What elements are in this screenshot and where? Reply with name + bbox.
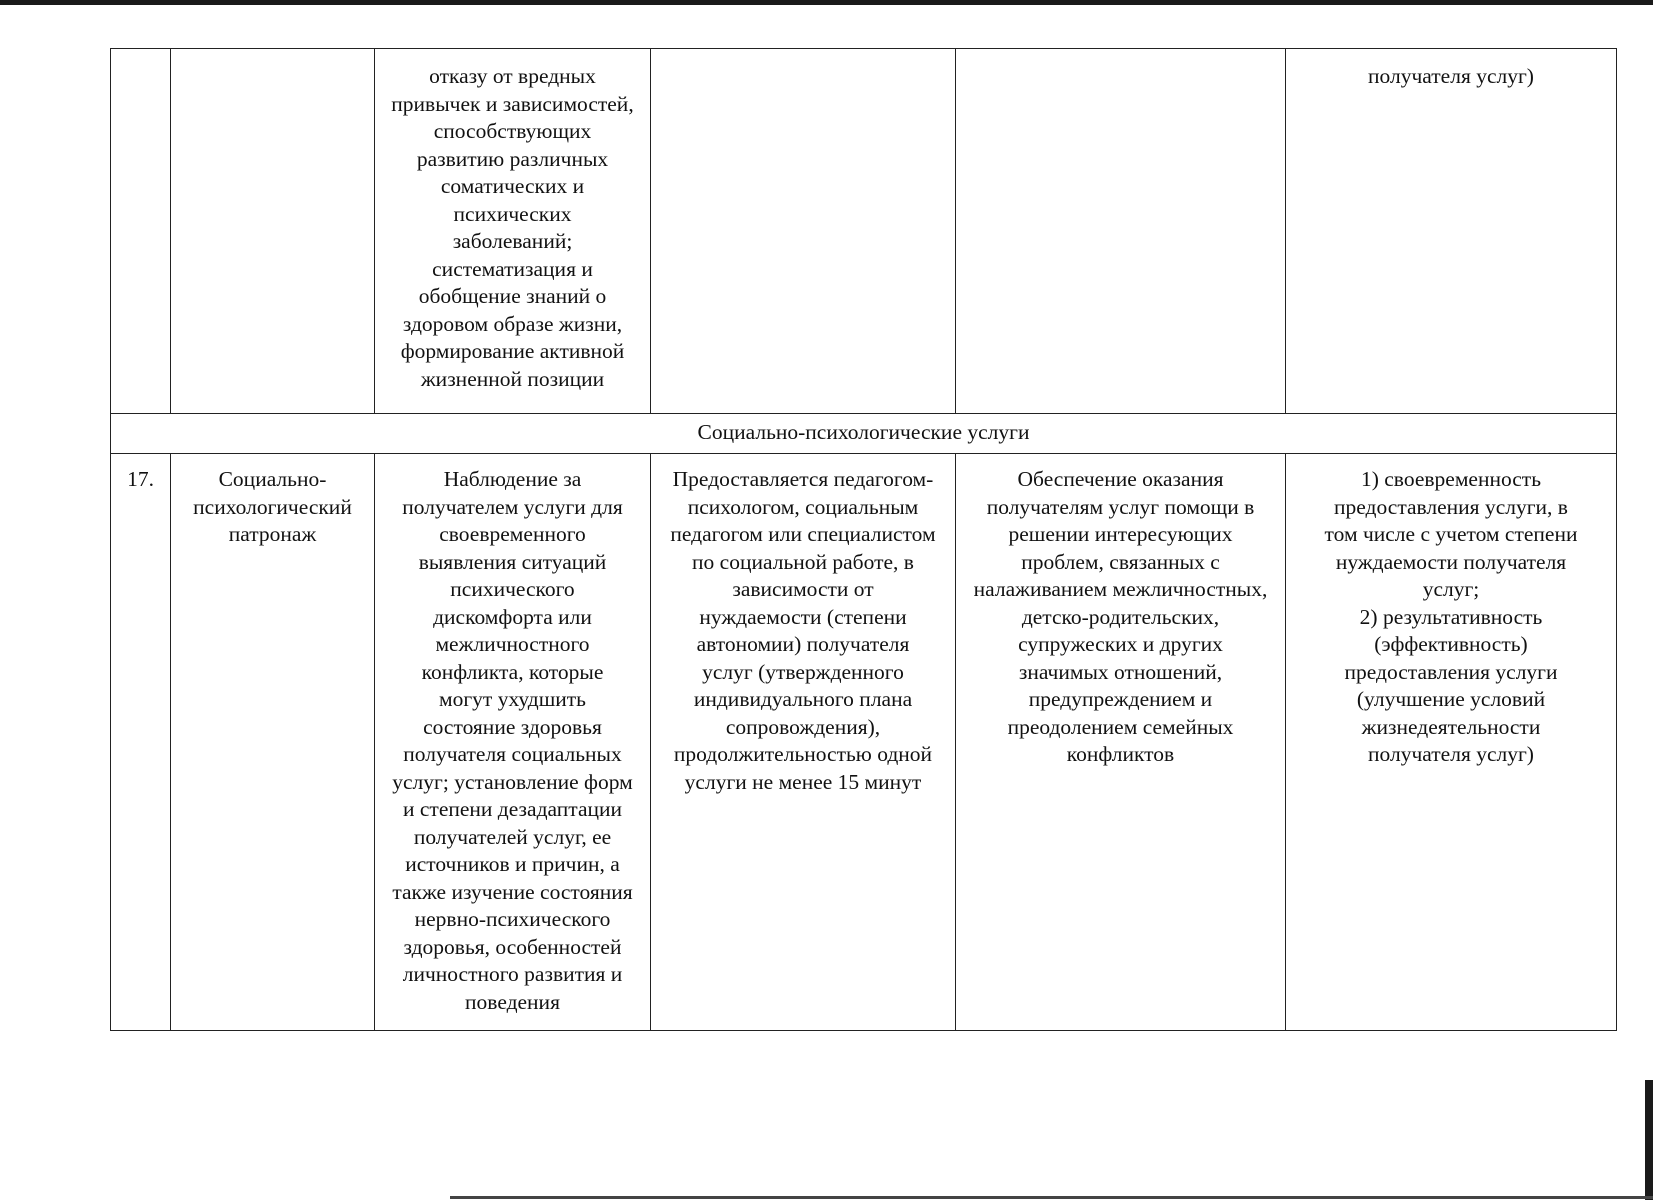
cell-service-description: Наблюдение за получателем услуги для своевременного выявления ситуаций психического дискомфорта или межличностного конфликта, которые могут ухудшить состояние здоровья получателя социальных услуг; установление форм и степени дезадаптации получателей услуг, ее источников и причин, а также изучение состояния нервно-психического здоровья, особенностей личностного развития и поведения — [375, 454, 651, 1031]
cell-service-name: Социально- психологический патронаж — [171, 454, 375, 1031]
table-row-continuation — [111, 49, 1617, 414]
cell-provision-terms: Предоставляется педагогом- психологом, социальным педагогом или специалистом по социальной работе, в зависимости от нуждаемости (степени автономии) получателя услуг (утвержденного индивидуального плана сопровождения), продолжительностью одной услуги не менее 15 минут — [651, 454, 956, 1031]
services-table — [110, 48, 1617, 1031]
cell-provision-conditions: Обеспечение оказания получателям услуг помощи в решении интересующих проблем, связанных с налаживанием межличностных, детско-родительских, супружеских и других значимых отношений, предупреждением и преодолением семейных конфликтов — [956, 454, 1286, 1031]
cell-provision-conditions — [956, 49, 1286, 414]
cell-quality-indicators: 1) своевременность предоставления услуги, в том числе с учетом степени нуждаемости получателя услуг; 2) результативность (эффективность) предоставления услуги (улучшение условий жизнедеятельности получателя услуг) — [1286, 454, 1617, 1031]
cell-service-name — [171, 49, 375, 414]
scan-top-edge — [0, 0, 1653, 5]
cell-number: 17. — [111, 454, 171, 1031]
cell-service-description: отказу от вредных привычек и зависимостей, способствующих развитию различных соматических и психических заболеваний; систематизация и обобщение знаний о здоровом образе жизни, формирование активной жизненной позиции — [375, 49, 651, 414]
cell-quality-indicators: получателя услуг) — [1286, 49, 1617, 414]
table-row — [111, 454, 1617, 1031]
cell-number — [111, 49, 171, 414]
scan-bottom-edge — [450, 1196, 1653, 1199]
table-section-row — [111, 414, 1617, 454]
cell-provision-terms — [651, 49, 956, 414]
section-header: Социально-психологические услуги — [111, 414, 1617, 454]
scan-right-edge — [1645, 1080, 1653, 1200]
